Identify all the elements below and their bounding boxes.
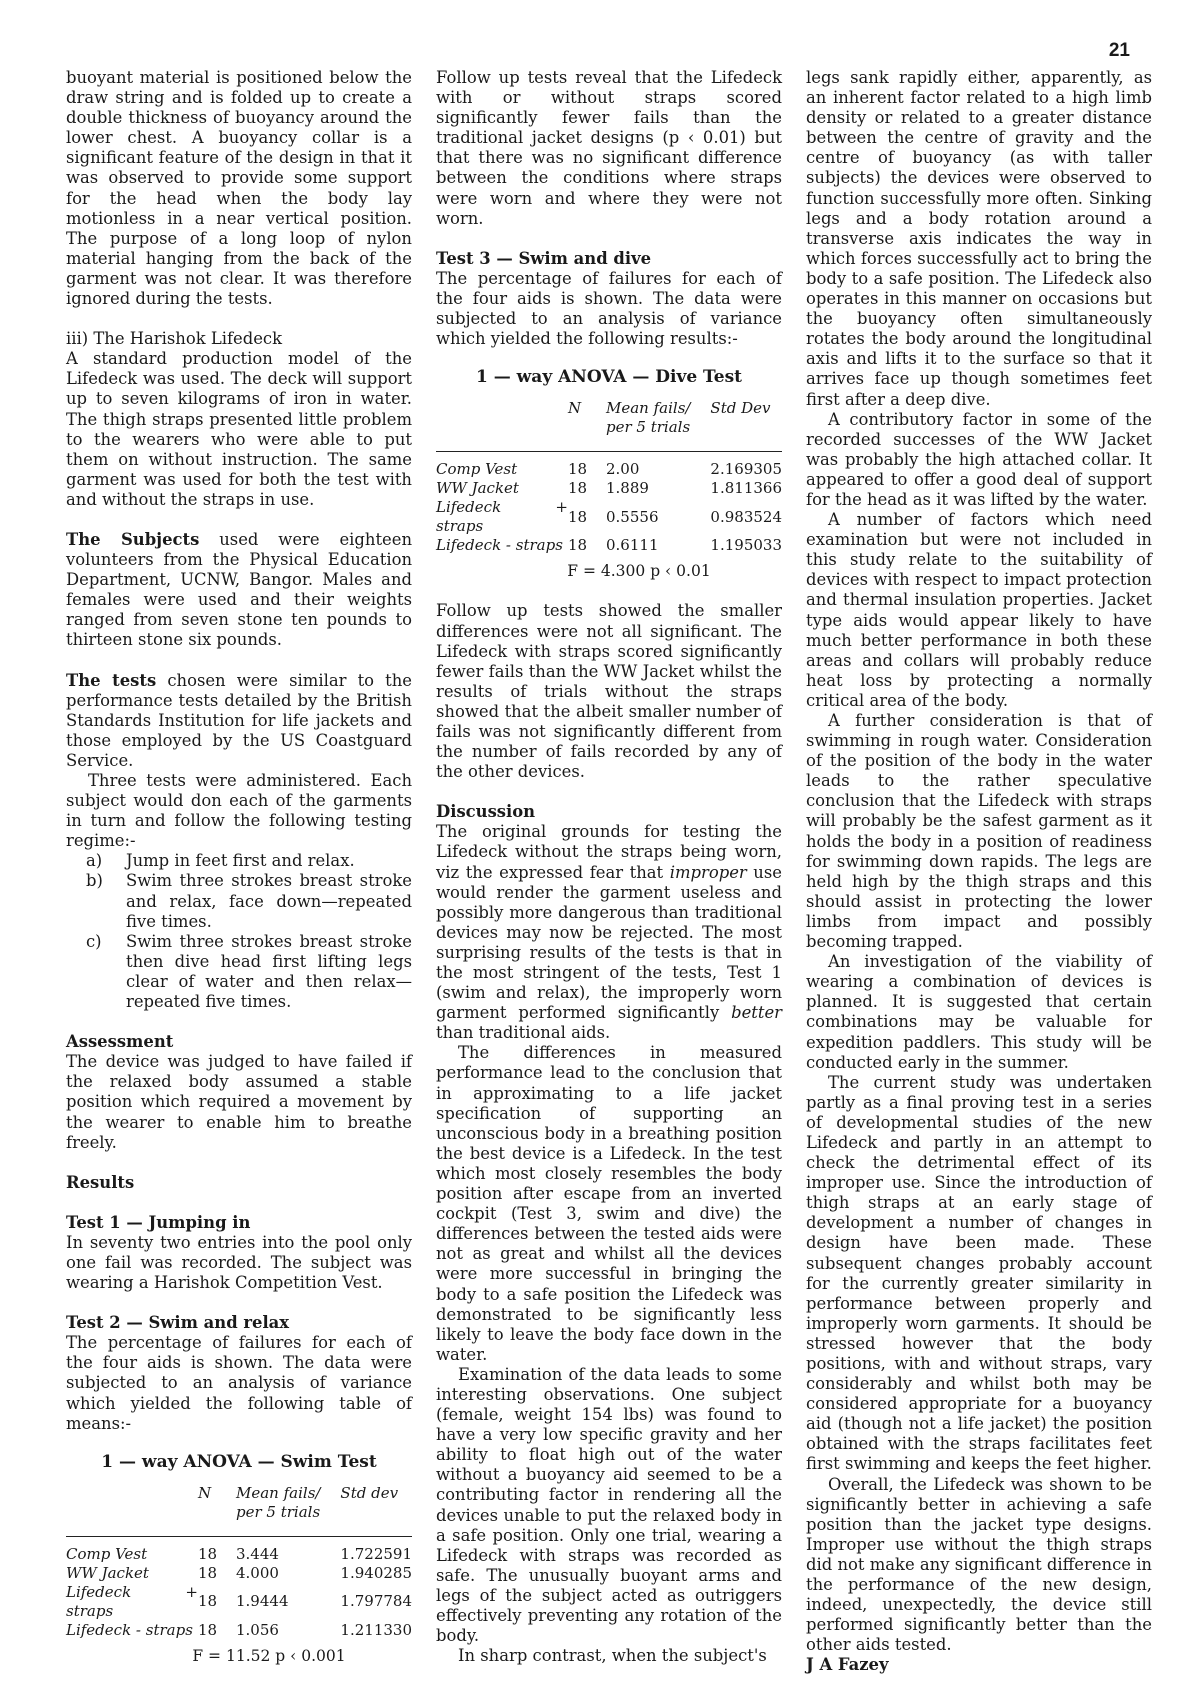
paragraph-lifedeck: A standard production model of the Lifedeck was used. The deck will support up to seven kilograms of iron in water. The thigh straps presented little problem to the wearers who were able to put them on without instruction. The same garment was used for both the test with and without the straps in use. — [66, 349, 412, 509]
cell-mean: 2.00 — [606, 460, 640, 479]
paragraph-overall: Overall, the Lifedeck was shown to be significantly better in achieving a safe position than the jacket type designs. Improper use without the thigh straps did not make any significant difference in the performance of the new design, indeed, unexpectedly, the device still performed significantly better than the other aids tested. — [806, 1474, 1152, 1655]
paragraph-subjects — [66, 530, 412, 651]
cell-std-dev: 1.211330 — [340, 1620, 412, 1639]
list-item — [86, 851, 412, 871]
dive-test-title: 1 — way ANOVA — Dive Test — [476, 367, 742, 388]
dive-test-table — [436, 399, 782, 555]
cell-std-dev: 1.195033 — [710, 536, 782, 555]
heading-assessment: Assessment — [66, 1032, 174, 1052]
cell-aid: Comp Vest — [436, 460, 518, 479]
author-signature: J A Fazey — [806, 1655, 889, 1675]
swim-test-table — [66, 1484, 412, 1640]
cell-n: 18 — [198, 1563, 218, 1582]
cell-aid: Lifedeck + straps — [66, 1582, 198, 1620]
paragraph-contributory-factor: A contributory factor in some of the recorded successes of the WW Jacket was probably the high attached collar. It appeared to offer a good deal of support for the head as it was lifted by the water. — [806, 409, 1152, 509]
paragraph-investigation: An investigation of the viability of wearing a combination of devices is planned. It is suggested that certain combinations may be valuable for expedition paddlers. This study will be conducted early in the summer. — [806, 952, 1152, 1072]
list-item-key: c) — [86, 931, 102, 951]
cell-n: 18 — [568, 507, 588, 526]
column-header-n: N — [198, 1484, 236, 1537]
dive-test-f-statistic: F = 4.300 p ‹ 0.01 — [567, 562, 711, 581]
cell-aid: WW Jacket — [66, 1563, 149, 1582]
swim-test-title: 1 — way ANOVA — Swim Test — [101, 1451, 377, 1472]
cell-aid: WW Jacket — [436, 479, 519, 498]
emphasis-better: better — [731, 1003, 782, 1023]
cell-mean: 3.444 — [236, 1544, 279, 1563]
cell-n: 18 — [198, 1620, 218, 1639]
table-row — [66, 1564, 412, 1583]
cell-aid: Lifedeck - straps — [436, 536, 563, 555]
list-item-key: a) — [86, 851, 103, 871]
list-item — [86, 932, 412, 1012]
heading-test-3: Test 3 — Swim and dive — [436, 248, 652, 268]
subjects-lead: The Subjects — [66, 529, 200, 549]
cell-mean: 1.889 — [606, 479, 649, 498]
cell-std-dev: 1.797784 — [340, 1592, 412, 1611]
heading-test-2: Test 2 — Swim and relax — [66, 1313, 290, 1333]
cell-n: 18 — [568, 536, 588, 555]
cell-std-dev: 2.169305 — [710, 460, 782, 479]
heading-test-1: Test 1 — Jumping in — [66, 1212, 251, 1232]
list-item-key: b) — [86, 871, 103, 891]
discussion-text: use would render the garment useless and possibly more dangerous than traditional devices may now be rejected. The most surprising results of the tests is that in the most stringent of the tests, Test 1 (swim and relax), the improperly worn garment performed significantly — [436, 862, 782, 1023]
paragraph-discussion-4: In sharp contrast, when the subject's — [458, 1646, 767, 1666]
cell-std-dev: 0.983524 — [710, 507, 782, 526]
paragraph-three-tests: Three tests were administered. Each subject would don each of the garments in turn and follow the following testing regime:- — [66, 771, 412, 851]
column-header-std-dev: Std dev — [340, 1484, 412, 1537]
paragraph-buoyant-material: buoyant material is positioned below the draw string and is folded up to create a double thickness of buoyancy around the lower chest. A buoyancy collar is a significant feature of the design in that it was observed to provide some support for the head when the body lay motionless in a near vertical position. The purpose of a long loop of nylon material hanging from the back of the garment was not clear. It was therefore ignored during the tests. — [66, 68, 412, 309]
cell-n: 18 — [198, 1544, 218, 1563]
column-header-mean: Mean fails/ per 5 trials — [606, 399, 710, 452]
paragraph-discussion-1 — [436, 822, 782, 1043]
table-row — [66, 1583, 412, 1621]
cell-mean: 0.6111 — [606, 536, 659, 555]
heading-results: Results — [66, 1172, 135, 1192]
paragraph-test-1: In seventy two entries into the pool only one fail was recorded. The subject was wearing a Harishok Competition Vest. — [66, 1232, 412, 1293]
paragraph-test-2: The percentage of failures for each of the four aids is shown. The data were subjected to an analysis of variance which yielded the following table of means:- — [66, 1333, 412, 1433]
discussion-text: than traditional aids. — [436, 1023, 611, 1043]
cell-n: 18 — [568, 479, 588, 498]
tests-lead: The tests — [66, 670, 157, 690]
cell-mean: 1.9444 — [236, 1592, 289, 1611]
list-item-text: Jump in feet first and relax. — [126, 851, 355, 871]
cell-aid: Comp Vest — [66, 1544, 148, 1563]
table-header-row — [66, 1484, 412, 1537]
table-row — [436, 536, 782, 555]
paragraph-factors: A number of factors which need examination but were not included in this study relate to the suitability of devices with respect to impact protection and thermal insulation properties. Jacket type aids would appear likely to have much better performance in both these areas and collars will probably reduce heat loss by protecting a normally critical area of the body. — [806, 510, 1152, 710]
table-row — [66, 1621, 412, 1640]
heading-discussion: Discussion — [436, 802, 536, 822]
table-row — [436, 452, 782, 480]
emphasis-improper: improper — [669, 862, 747, 882]
discussion-text: The original grounds for testing the Lifedeck without the straps being worn, viz the expressed fear that — [436, 822, 782, 882]
column-1 — [66, 68, 412, 1666]
list-item — [86, 871, 412, 931]
column-3 — [806, 68, 1152, 1676]
page-number: 21 — [1108, 40, 1130, 61]
cell-aid: Lifedeck - straps — [66, 1620, 193, 1639]
cell-std-dev: 1.940285 — [340, 1563, 412, 1582]
table-header-row — [436, 399, 782, 452]
paragraph-tests — [66, 671, 412, 771]
paragraph-follow-up-dive: Follow up tests showed the smaller differences were not all significant. The Lifedeck with straps scored significantly fewer fails than the WW Jacket whilst the results of trials without the straps showed that the albeit smaller number of fails was not significantly different from the number of fails recorded by any of the other devices. — [436, 601, 782, 782]
paragraph-assessment: The device was judged to have failed if the relaxed body assumed a stable position which required a movement by the wearer to enable him to breathe freely. — [66, 1052, 412, 1152]
paragraph-legs-sank: legs sank rapidly either, apparently, as an inherent factor related to a high limb density or related to a greater distance between the centre of gravity and the centre of buoyancy (as with taller subjects) the devices were observed to function successfully more often. Sinking legs and a body rotation around a transverse axis indicates the way in which forces successfully act to bring the body to a safe position. The Lifedeck also operates in this manner on occasions but the buoyancy often simultaneously rotates the body around the longitudinal axis and lifts it to the surface so that it arrives face up though sometimes feet first after a deep dive. — [806, 68, 1152, 409]
column-header-n: N — [568, 399, 606, 452]
column-header-std-dev: Std Dev — [710, 399, 782, 452]
list-item-text: Swim three strokes breast stroke and relax, face down—repeated five times. — [126, 871, 412, 931]
subjects-text: used were eighteen volunteers from the Physical Education Department, UCNW, Bangor. Males and females were used and their weights ranged from seven stone ten pounds to thirteen stone six pounds. — [66, 529, 412, 650]
cell-mean: 0.5556 — [606, 507, 659, 526]
paragraph-rough-water: A further consideration is that of swimming in rough water. Consideration of the position of the body in the water leads to the rather speculative conclusion that the Lifedeck with straps will probably be the safest garment as it holds the body in a position of readiness for swimming down rapids. The legs are held high by the thigh straps and this should assist in protecting the lower limbs from impact and possibly becoming trapped. — [806, 711, 1152, 952]
cell-mean: 1.056 — [236, 1620, 279, 1639]
table-row — [66, 1536, 412, 1564]
table-row — [436, 479, 782, 498]
cell-std-dev: 1.811366 — [710, 479, 782, 498]
paragraph-follow-up-swim: Follow up tests reveal that the Lifedeck with or without straps scored significantly fewer fails than the traditional jacket designs (p ‹ 0.01) but that there was no significant difference between the conditions where straps were worn and where they were not worn. — [436, 68, 782, 228]
cell-std-dev: 1.722591 — [340, 1544, 412, 1563]
paragraph-discussion-2: The differences in measured performance lead to the conclusion that in approximating to a life jacket specification of supporting an unconscious body in a breathing position the best device is a Lifedeck. In the test which most closely resembles the body position after escape from an inverted cockpit (Test 3, swim and dive) the differences between the tested aids were not as great and whilst all the devices were more successful in bringing the body to a safe position the Lifedeck was demonstrated to be significantly less likely to leave the body face down in the water. — [436, 1043, 782, 1364]
cell-aid: Lifedeck + straps — [436, 498, 568, 536]
cell-n: 18 — [198, 1592, 218, 1611]
heading-harishok-lifedeck: iii) The Harishok Lifedeck — [66, 329, 283, 349]
column-header-mean: Mean fails/ per 5 trials — [236, 1484, 340, 1537]
paragraph-discussion-3: Examination of the data leads to some interesting observations. One subject (female, weight 154 lbs) was found to have a very low specific gravity and her ability to float high out of the water without a buoyancy aid seemed to be a contributing factor in rendering all the devices unable to put the relaxed body in a safe position. Only one trial, wearing a Lifedeck with straps was recorded as safe. The unusually buoyant arms and legs of the subject acted as outriggers effectively preventing any rotation of the body. — [436, 1364, 782, 1646]
cell-n: 18 — [568, 460, 588, 479]
tests-text: chosen were similar to the performance tests detailed by the British Standards Institution for life jackets and those employed by the US Coastguard Service. — [66, 670, 412, 770]
list-item-text: Swim three strokes breast stroke then dive head first lifting legs clear of water and then relax—repeated five times. — [126, 931, 412, 1012]
paragraph-test-3: The percentage of failures for each of the four aids is shown. The data were subjected to an analysis of variance which yielded the following results:- — [436, 268, 782, 349]
testing-regime-list — [66, 851, 412, 1012]
cell-mean: 4.000 — [236, 1563, 279, 1582]
swim-test-f-statistic: F = 11.52 p ‹ 0.001 — [192, 1646, 346, 1665]
table-row — [436, 498, 782, 536]
paragraph-current-study: The current study was undertaken partly as a final proving test in a series of developmental studies of the new Lifedeck and partly in an attempt to check the detrimental effect of its improper use. Since the introduction of thigh straps at an early stage of development a number of changes in design have been made. These subsequent changes probably account for the currently greater similarity in performance between properly and improperly worn garments. It should be stressed however that the body positions, with and without straps, vary considerably and whilst both may be considered appropriate for a buoyancy aid (though not a life jacket) the position obtained with the straps facilitates feet first swimming and keeps the feet higher. — [806, 1072, 1152, 1474]
column-2 — [436, 68, 782, 1666]
